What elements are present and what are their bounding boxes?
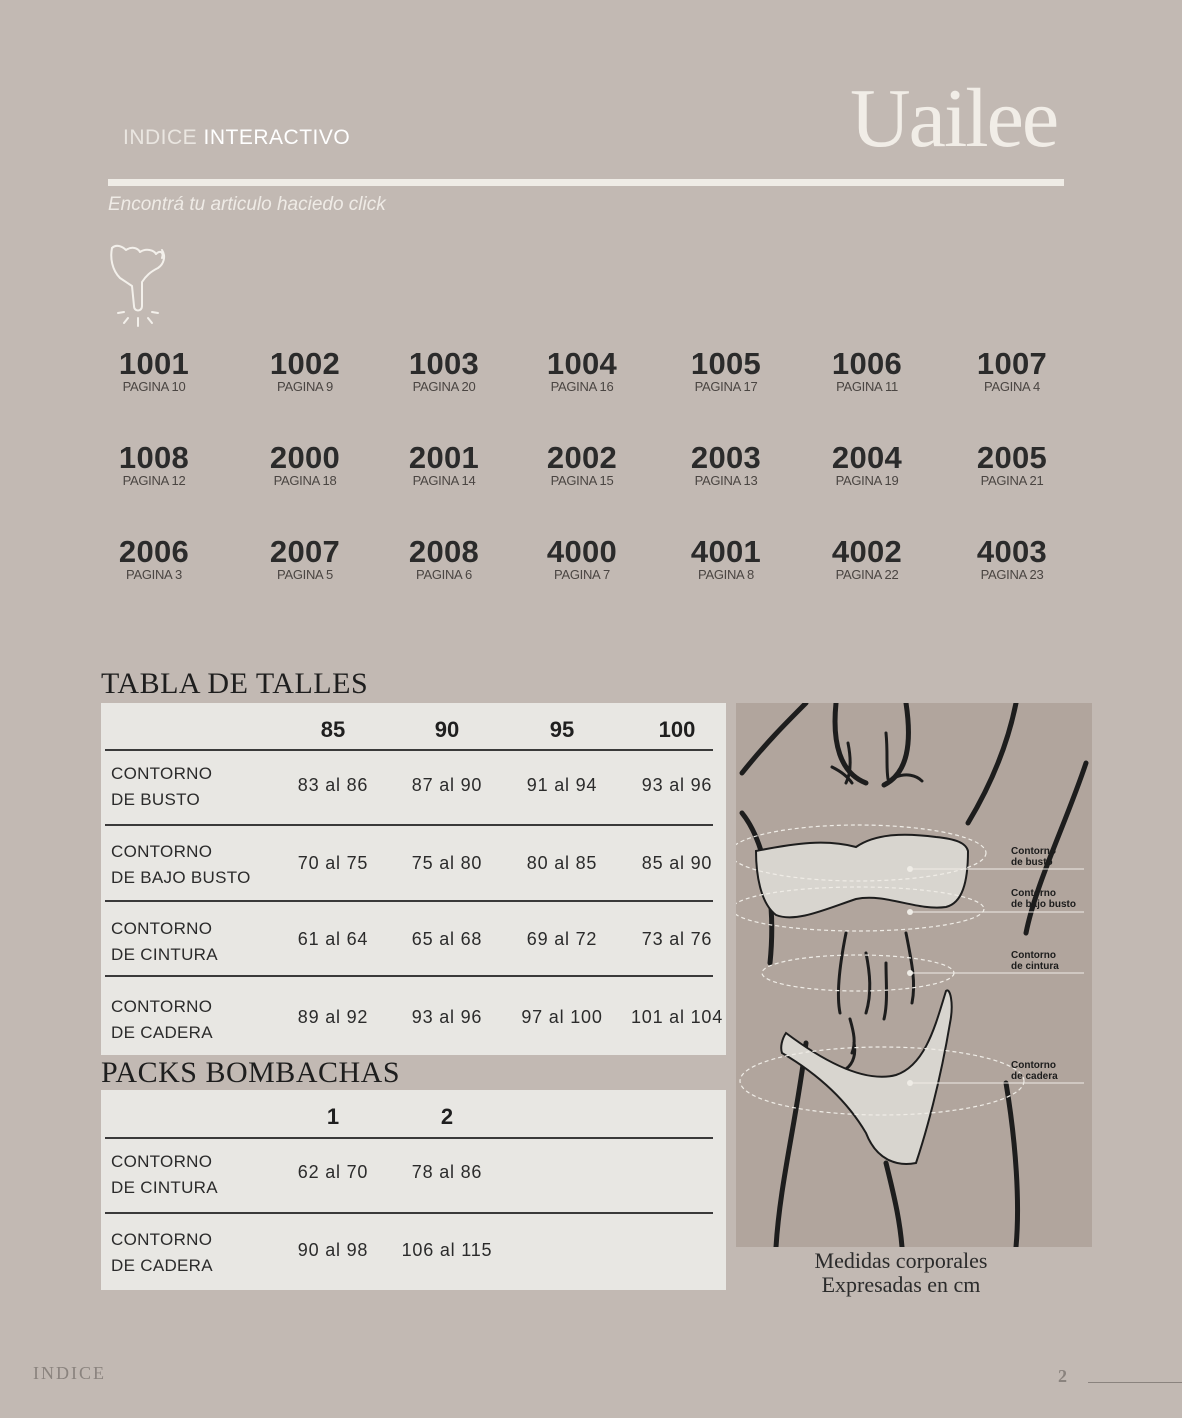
article-page: PAGINA 19 [835, 473, 899, 488]
article-code: 2007 [269, 534, 341, 569]
article-code: 2004 [831, 440, 903, 475]
hip-label: Contorno de cadera [1011, 1060, 1058, 1082]
article-page: PAGINA 23 [980, 567, 1044, 582]
index-link-2003[interactable] [656, 442, 796, 488]
row-label: CONTORNO DE CADERA [111, 1230, 213, 1275]
article-page: PAGINA 12 [122, 473, 186, 488]
table-rule [105, 824, 713, 826]
index-link-2006[interactable] [84, 536, 224, 582]
article-code: 1005 [690, 346, 762, 381]
packs-table-title: PACKS BOMBACHAS [101, 1056, 401, 1089]
size-header: 95 [549, 717, 575, 742]
bust-label: Contorno de busto [1011, 846, 1056, 868]
article-page: PAGINA 17 [694, 379, 758, 394]
table-rule [105, 749, 713, 751]
header-divider [108, 179, 1064, 186]
article-page: PAGINA 22 [835, 567, 899, 582]
table-cell: 85 al 90 [641, 853, 713, 873]
table-cell: 87 al 90 [411, 775, 483, 795]
article-code: 1006 [831, 346, 903, 381]
caption-line: Expresadas en cm [821, 1272, 981, 1297]
index-link-1001[interactable] [84, 348, 224, 394]
table-cell: 83 al 86 [297, 775, 369, 795]
title-strong: INTERACTIVO [203, 126, 351, 149]
brand-logo: Uailee [850, 72, 1058, 165]
article-code: 4001 [690, 534, 762, 569]
article-code: 2003 [690, 440, 762, 475]
row-label: CONTORNO DE CADERA [111, 997, 213, 1042]
table-cell: 89 al 92 [297, 1007, 369, 1027]
article-code: 1007 [976, 346, 1048, 381]
article-code: 2001 [408, 440, 480, 475]
page-title [123, 126, 350, 150]
article-page: PAGINA 11 [836, 379, 898, 394]
table-rule [105, 975, 713, 977]
article-page: PAGINA 13 [694, 473, 758, 488]
article-page: PAGINA 7 [554, 567, 610, 582]
index-link-2002[interactable] [512, 442, 652, 488]
table-cell: 97 al 100 [521, 1007, 603, 1027]
article-code: 1001 [118, 346, 190, 381]
index-link-1008[interactable] [84, 442, 224, 488]
table-cell: 78 al 86 [411, 1162, 483, 1182]
article-code: 4003 [976, 534, 1048, 569]
index-link-4001[interactable] [656, 536, 796, 582]
index-link-2001[interactable] [374, 442, 514, 488]
table-cell: 61 al 64 [297, 929, 369, 949]
article-page: PAGINA 4 [984, 379, 1040, 394]
size-header: 85 [320, 717, 346, 742]
article-page: PAGINA 14 [412, 473, 476, 488]
article-page: PAGINA 18 [273, 473, 337, 488]
article-code: 1008 [118, 440, 190, 475]
article-page: PAGINA 20 [412, 379, 476, 394]
article-page: PAGINA 16 [550, 379, 614, 394]
table-cell: 91 al 94 [526, 775, 598, 795]
row-label: CONTORNO DE BAJO BUSTO [111, 842, 251, 887]
index-link-4000[interactable] [512, 536, 652, 582]
index-link-2008[interactable] [374, 536, 514, 582]
article-page: PAGINA 21 [980, 473, 1044, 488]
index-link-1005[interactable] [656, 348, 796, 394]
article-code: 2008 [408, 534, 480, 569]
article-page: PAGINA 9 [277, 379, 333, 394]
table-cell: 73 al 76 [641, 929, 713, 949]
waist-label: Contorno de cintura [1011, 950, 1059, 972]
index-link-1004[interactable] [512, 348, 652, 394]
table-rule [105, 900, 713, 902]
row-label: CONTORNO DE BUSTO [111, 764, 213, 809]
table-cell: 70 al 75 [297, 853, 369, 873]
subtitle: Encontrá tu articulo haciedo click [108, 194, 386, 215]
body-measurement-illustration [736, 703, 1092, 1247]
table-cell: 75 al 80 [411, 853, 483, 873]
caption-line: Medidas corporales [814, 1248, 988, 1273]
index-link-4002[interactable] [797, 536, 937, 582]
article-code: 4000 [546, 534, 618, 569]
article-page: PAGINA 8 [698, 567, 754, 582]
article-page: PAGINA 3 [126, 567, 182, 582]
packs-table [101, 1090, 726, 1290]
table-cell: 93 al 96 [641, 775, 713, 795]
article-code: 2006 [118, 534, 190, 569]
title-light: INDICE [123, 126, 198, 149]
size-header: 100 [658, 717, 696, 742]
article-page: PAGINA 10 [122, 379, 186, 394]
body-outline-drawing [736, 703, 1092, 1247]
table-cell: 101 al 104 [630, 1007, 724, 1027]
pack-header: 1 [326, 1104, 340, 1129]
row-label: CONTORNO DE CINTURA [111, 1152, 218, 1197]
size-header: 90 [434, 717, 460, 742]
article-code: 1003 [408, 346, 480, 381]
table-cell: 106 al 115 [401, 1240, 493, 1260]
index-link-1003[interactable] [374, 348, 514, 394]
index-link-1006[interactable] [797, 348, 937, 394]
article-code: 1002 [269, 346, 341, 381]
article-page: PAGINA 6 [416, 567, 472, 582]
index-link-4003[interactable] [942, 536, 1082, 582]
table-cell: 93 al 96 [411, 1007, 483, 1027]
index-link-1002[interactable] [235, 348, 375, 394]
article-page: PAGINA 5 [277, 567, 333, 582]
article-code: 2002 [546, 440, 618, 475]
underbust-label: Contorno de bajo busto [1011, 888, 1076, 910]
article-code: 2005 [976, 440, 1048, 475]
table-cell: 80 al 85 [526, 853, 598, 873]
table-cell: 62 al 70 [297, 1162, 369, 1182]
footer-index-link[interactable]: INDICE [33, 1363, 106, 1383]
size-table-title: TABLA DE TALLES [101, 667, 369, 700]
index-link-2007[interactable] [235, 536, 375, 582]
table-cell: 90 al 98 [297, 1240, 369, 1260]
article-code: 1004 [546, 346, 618, 381]
table-cell: 65 al 68 [411, 929, 483, 949]
index-link-1007[interactable] [942, 348, 1082, 394]
index-link-2004[interactable] [797, 442, 937, 488]
pack-header: 2 [440, 1104, 454, 1129]
pointing-hand-icon [106, 238, 170, 330]
table-cell: 69 al 72 [526, 929, 598, 949]
article-code: 4002 [831, 534, 903, 569]
figure-caption [736, 1249, 1066, 1297]
row-label: CONTORNO DE CINTURA [111, 919, 218, 964]
footer-divider [1088, 1382, 1182, 1383]
size-table [101, 703, 726, 1055]
table-rule [105, 1212, 713, 1214]
index-link-2000[interactable] [235, 442, 375, 488]
article-code: 2000 [269, 440, 341, 475]
index-link-2005[interactable] [942, 442, 1082, 488]
page-number: 2 [1058, 1366, 1067, 1386]
table-rule [105, 1137, 713, 1139]
article-page: PAGINA 15 [550, 473, 614, 488]
